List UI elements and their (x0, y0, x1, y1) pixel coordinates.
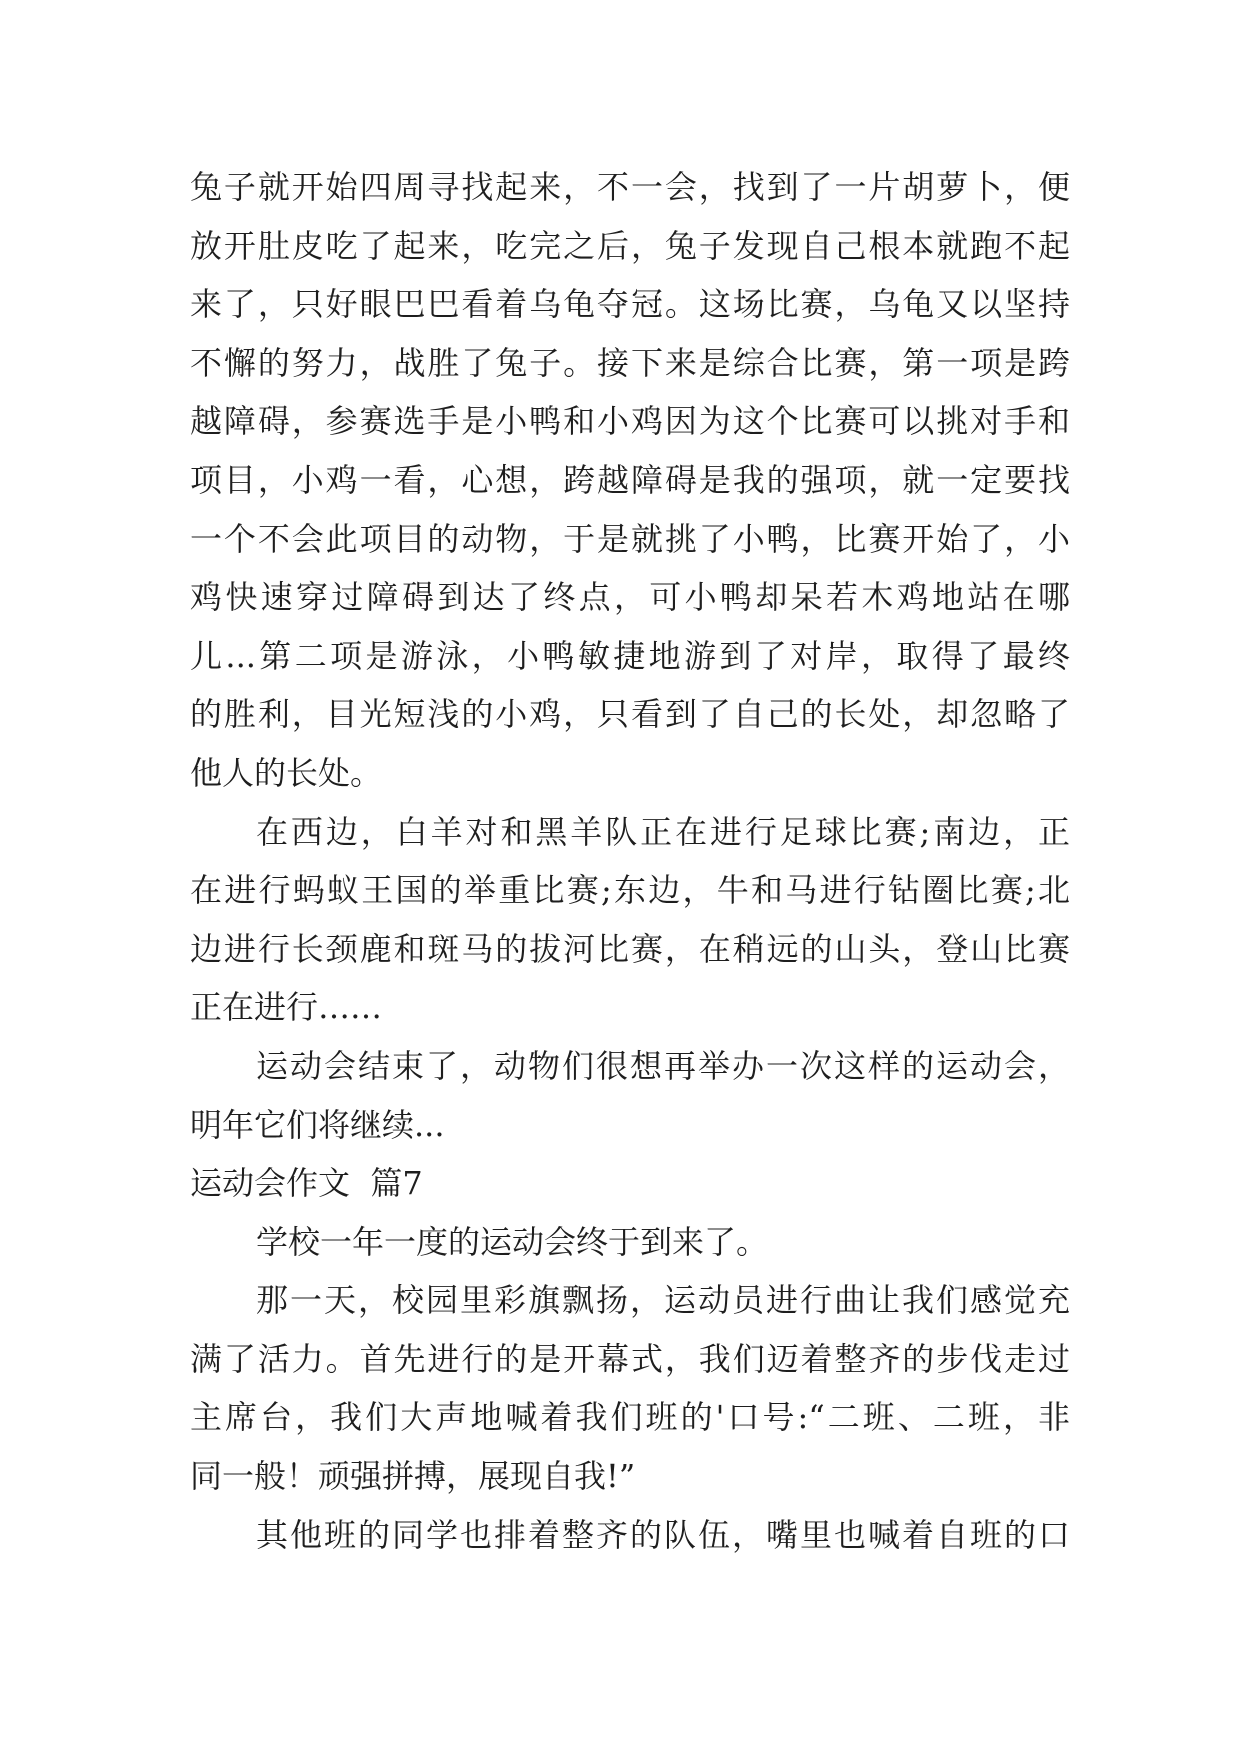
text-line: 同一般！顽强拼搏，展现自我!” (190, 1457, 636, 1496)
text-line: 的胜利，目光短浅的小鸡，只看到了自己的长处，却忽略了 (190, 695, 1070, 734)
paragraph-start-line: 那一天，校园里彩旗飘扬，运动员进行曲让我们感觉充 (256, 1281, 1070, 1320)
paragraph-start-line: 其他班的同学也排着整齐的队伍，嘴里也喊着自班的口 (256, 1515, 1070, 1554)
text-line: 兔子就开始四周寻找起来，不一会，找到了一片胡萝卜，便 (190, 168, 1070, 206)
text-line: 儿...第二项是游泳，小鸭敏捷地游到了对岸，取得了最终 (190, 636, 1070, 675)
paragraph-start-line: 运动会结束了，动物们很想再举办一次这样的运动会， (256, 1046, 1070, 1085)
text-line: 项目，小鸡一看，心想，跨越障碍是我的强项，就一定要找 (190, 460, 1070, 499)
text-line: 越障碍，参赛选手是小鸭和小鸡因为这个比赛可以挑对手和 (190, 402, 1070, 441)
text-line: 正在进行…… (190, 988, 383, 1027)
paragraph-start-line: 在西边，白羊对和黑羊队正在进行足球比赛;南边，正 (256, 812, 1070, 851)
section-heading: 运动会作文 篇7 (190, 1164, 423, 1203)
text-line: 鸡快速穿过障碍到达了终点，可小鸭却呆若木鸡地站在哪 (190, 578, 1070, 617)
essay-text (190, 158, 1070, 1564)
text-line: 在进行蚂蚁王国的举重比赛;东边，牛和马进行钻圈比赛;北 (190, 871, 1070, 910)
text-line: 主席台，我们大声地喊着我们班的'口号:“二班、二班，非 (190, 1398, 1070, 1437)
text-line: 满了活力。首先进行的是开幕式，我们迈着整齐的步伐走过 (190, 1339, 1070, 1378)
text-line: 来了，只好眼巴巴看着乌龟夺冠。这场比赛，乌龟又以坚持 (190, 285, 1070, 324)
paragraph-start-line: 学校一年一度的运动会终于到来了。 (256, 1222, 769, 1261)
text-line: 一个不会此项目的动物，于是就挑了小鸭，比赛开始了，小 (190, 519, 1070, 558)
text-line: 他人的长处。 (190, 753, 383, 792)
text-line: 放开肚皮吃了起来，吃完之后，兔子发现自己根本就跑不起 (190, 226, 1070, 265)
text-line: 边进行长颈鹿和斑马的拔河比赛，在稍远的山头，登山比赛 (190, 929, 1070, 968)
text-line: 明年它们将继续... (190, 1105, 445, 1144)
text-line: 不懈的努力，战胜了兔子。接下来是综合比赛，第一项是跨 (190, 343, 1070, 382)
